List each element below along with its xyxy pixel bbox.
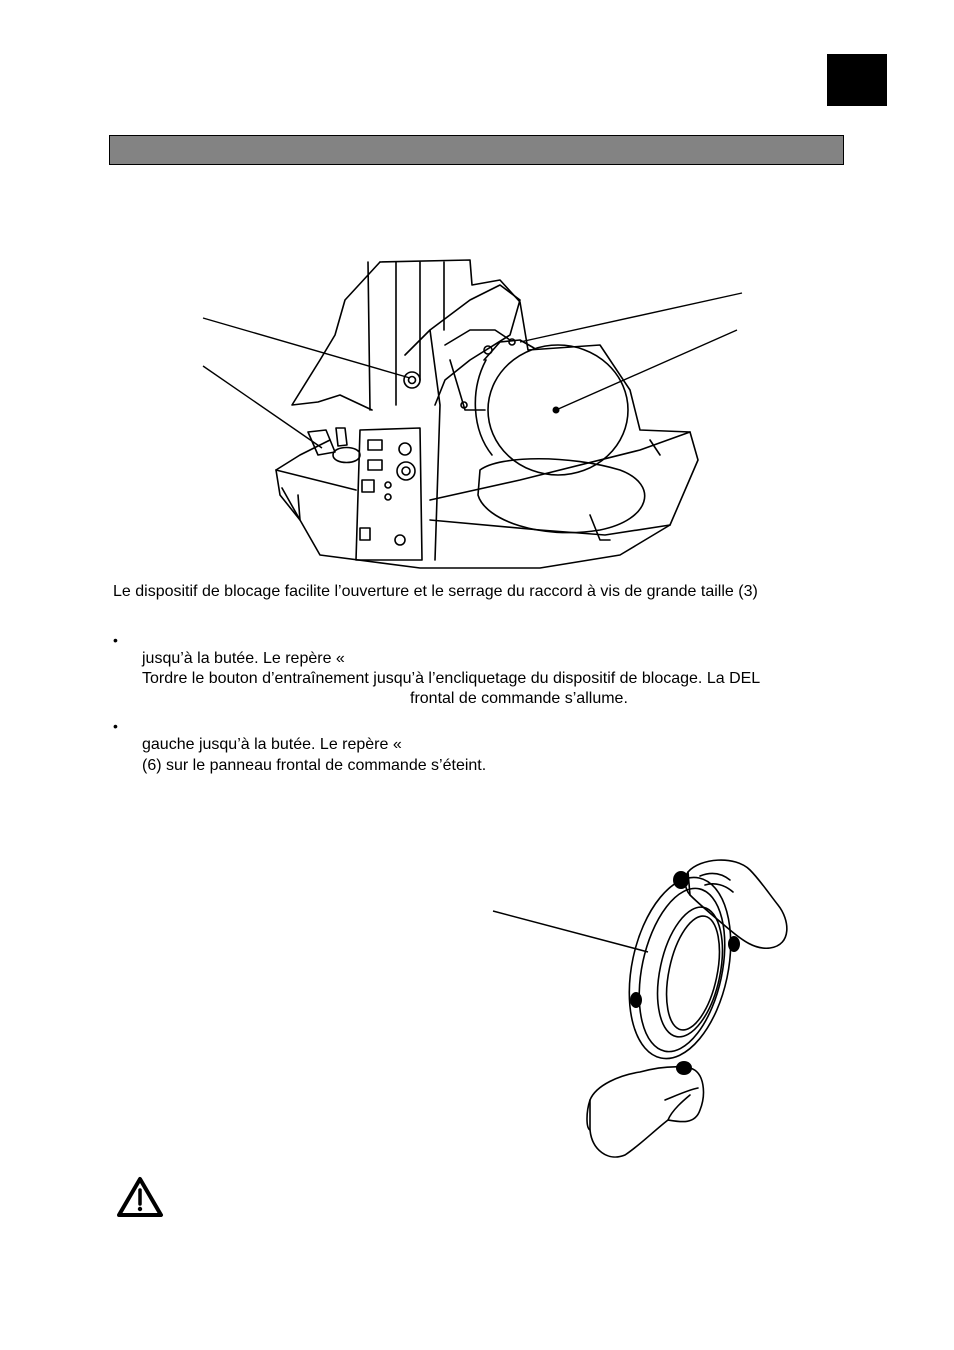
- item1-line2: Tordre le bouton d’entraînement jusqu’à l’encliquetage du dispositif de blocage. La DEL: [142, 670, 761, 687]
- item1-line1: jusqu’à la butée. Le repère «: [142, 650, 345, 667]
- item2-line2: (6) sur le panneau frontal de commande s’éteint.: [142, 757, 487, 774]
- ring-hands-illustration: [490, 850, 800, 1170]
- warning-triangle-icon: [116, 1176, 164, 1218]
- machine-illustration: [195, 255, 755, 575]
- item1-line3: frontal de commande s’allume.: [410, 690, 628, 707]
- item2-line1: gauche jusqu’à la butée. Le repère «: [142, 736, 402, 753]
- bullet-2: •: [113, 718, 118, 734]
- corner-tab-marker: [827, 54, 887, 106]
- bullet-1: •: [113, 632, 118, 648]
- section-header-bar: [109, 135, 844, 165]
- intro-text: Le dispositif de blocage facilite l’ouverture et le serrage du raccord à vis de grande taille (3): [113, 583, 758, 600]
